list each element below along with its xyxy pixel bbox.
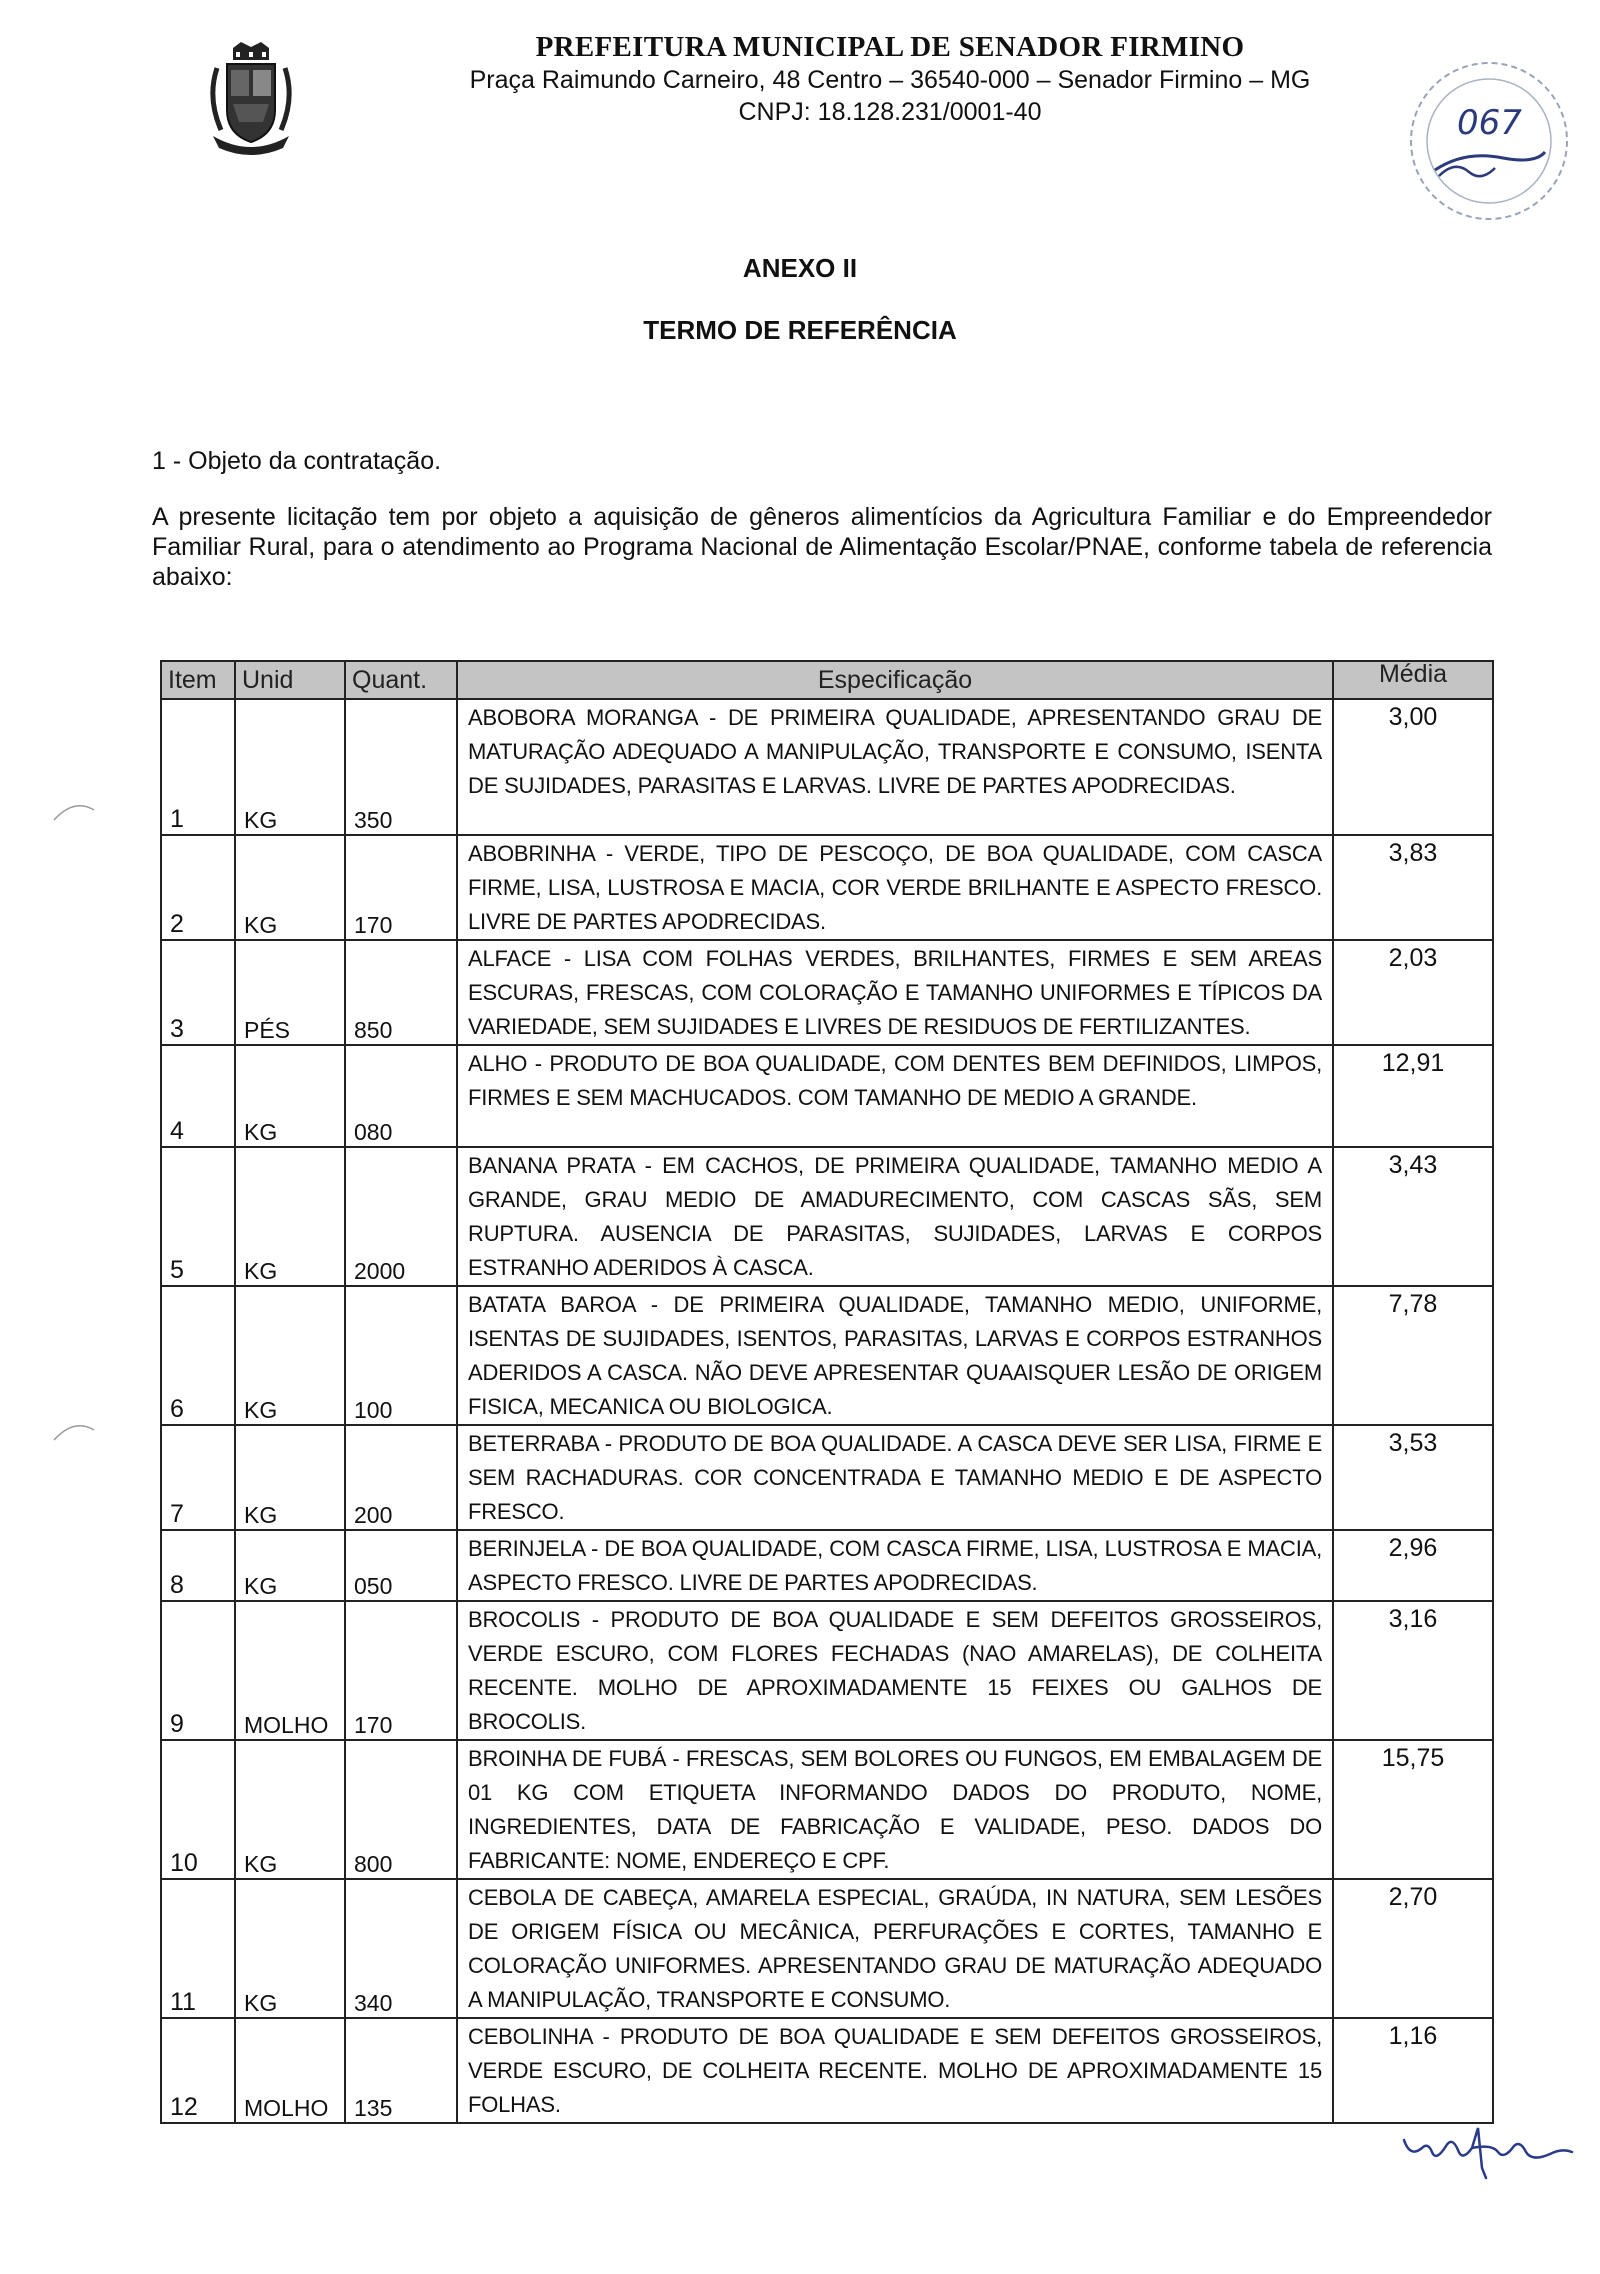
item-average-price: 15,75 [1333, 1740, 1493, 1879]
item-specification: BETERRABA - PRODUTO DE BOA QUALIDADE. A CASCA DEVE SER LISA, FIRME E SEM RACHADURAS. COR CONCENTRADA E TAMANHO MEDIO E DE ASPECTO FRESCO. [457, 1425, 1333, 1530]
table-row [161, 1286, 1493, 1425]
table-row [161, 1530, 1493, 1601]
table-row [161, 2018, 1493, 2123]
item-specification: BERINJELA - DE BOA QUALIDADE, COM CASCA FIRME, LISA, LUSTROSA E MACIA, ASPECTO FRESCO. LIVRE DE PARTES APODRECIDAS. [457, 1530, 1333, 1601]
table-row [161, 1425, 1493, 1530]
item-number: 10 [161, 1740, 235, 1879]
item-specification: ABOBORA MORANGA - DE PRIMEIRA QUALIDADE, APRESENTANDO GRAU DE MATURAÇÃO ADEQUADO A MANIPULAÇÃO, TRANSPORTE E CONSUMO, ISENTA DE SUJIDADES, PARASITAS E LARVAS. LIVRE DE PARTES APODRECIDAS. [457, 699, 1333, 835]
item-average-price: 7,78 [1333, 1286, 1493, 1425]
col-header-average: Média [1333, 661, 1493, 699]
item-number: 8 [161, 1530, 235, 1601]
item-quantity: 100 [345, 1286, 457, 1425]
item-unit: KG [235, 1740, 345, 1879]
item-quantity: 800 [345, 1740, 457, 1879]
item-unit: MOLHO [235, 2018, 345, 2123]
item-number: 4 [161, 1045, 235, 1147]
item-average-price: 12,91 [1333, 1045, 1493, 1147]
table-row [161, 1045, 1493, 1147]
item-unit: PÉS [235, 940, 345, 1045]
term-heading: TERMO DE REFERÊNCIA [643, 315, 957, 345]
item-specification: BROCOLIS - PRODUTO DE BOA QUALIDADE E SEM DEFEITOS GROSSEIROS, VERDE ESCURO, COM FLORES FECHADAS (NAO AMARELAS), DE COLHEITA RECENTE. MOLHO DE APROXIMADAMENTE 15 FEIXES OU GALHOS DE BROCOLIS. [457, 1601, 1333, 1740]
section-paragraph: A presente licitação tem por objeto a aquisição de gêneros alimentícios da Agricultura Familiar e do Empreendedor Familiar Rural, para o atendimento ao Programa Nacional de Alimentação Escolar/PNAE, conforme tabela de referencia abaixo: [152, 503, 1492, 591]
item-average-price: 2,96 [1333, 1530, 1493, 1601]
item-specification: ALHO - PRODUTO DE BOA QUALIDADE, COM DENTES BEM DEFINIDOS, LIMPOS, FIRMES E SEM MACHUCADOS. COM TAMANHO DE MEDIO A GRANDE. [457, 1045, 1333, 1147]
item-unit: KG [235, 699, 345, 835]
table-row [161, 699, 1493, 835]
letterhead [400, 30, 1380, 128]
item-specification: ALFACE - LISA COM FOLHAS VERDES, BRILHANTES, FIRMES E SEM AREAS ESCURAS, FRESCAS, COM COLORAÇÃO E TAMANHO UNIFORMES E TÍPICOS DA VARIEDADE, SEM SUJIDADES E LIVRES DE RESIDUOS DE FERTILIZANTES. [457, 940, 1333, 1045]
table-row [161, 835, 1493, 940]
item-average-price: 3,53 [1333, 1425, 1493, 1530]
item-average-price: 3,00 [1333, 699, 1493, 835]
municipality-title: PREFEITURA MUNICIPAL DE SENADOR FIRMINO [535, 31, 1245, 63]
item-quantity: 170 [345, 835, 457, 940]
item-number: 2 [161, 835, 235, 940]
reference-table [160, 660, 1494, 2124]
item-number: 9 [161, 1601, 235, 1740]
item-average-price: 2,03 [1333, 940, 1493, 1045]
col-header-specification: Especificação [457, 661, 1333, 699]
svg-text:067: 067 [1457, 103, 1522, 143]
item-quantity: 2000 [345, 1147, 457, 1286]
protocol-stamp-icon [1395, 52, 1583, 230]
table-row [161, 1147, 1493, 1286]
item-unit: KG [235, 1045, 345, 1147]
table-row [161, 1740, 1493, 1879]
item-quantity: 850 [345, 940, 457, 1045]
margin-mark-icon [52, 1418, 96, 1442]
item-unit: KG [235, 1425, 345, 1530]
item-unit: KG [235, 1879, 345, 2018]
margin-mark-icon [52, 798, 96, 822]
item-number: 3 [161, 940, 235, 1045]
item-unit: MOLHO [235, 1601, 345, 1740]
item-quantity: 350 [345, 699, 457, 835]
table-row [161, 940, 1493, 1045]
col-header-item: Item [161, 661, 235, 699]
signature-icon [1400, 2118, 1575, 2190]
table-row [161, 1879, 1493, 2018]
col-header-unit: Unid [235, 661, 345, 699]
item-quantity: 340 [345, 1879, 457, 2018]
item-specification: BANANA PRATA - EM CACHOS, DE PRIMEIRA QUALIDADE, TAMANHO MEDIO A GRANDE, GRAU MEDIO DE AMADURECIMENTO, COM CASCAS SÃS, SEM RUPTURA. AUSENCIA DE PARASITAS, SUJIDADES, LARVAS E CORPOS ESTRANHO ADERIDOS À CASCA. [457, 1147, 1333, 1286]
item-specification: BROINHA DE FUBÁ - FRESCAS, SEM BOLORES OU FUNGOS, EM EMBALAGEM DE 01 KG COM ETIQUETA INFORMANDO DADOS DO PRODUTO, NOME, INGREDIENTES, DATA DE FABRICAÇÃO E VALIDADE, PESO. DADOS DO FABRICANTE: NOME, ENDEREÇO E CPF. [457, 1740, 1333, 1879]
municipal-crest-icon [203, 38, 299, 158]
item-specification: CEBOLA DE CABEÇA, AMARELA ESPECIAL, GRAÚDA, IN NATURA, SEM LESÕES DE ORIGEM FÍSICA OU MECÂNICA, PERFURAÇÕES E CORTES, TAMANHO E COLORAÇÃO UNIFORMES. APRESENTANDO GRAU DE MATURAÇÃO ADEQUADO A MANIPULAÇÃO, TRANSPORTE E CONSUMO. [457, 1879, 1333, 2018]
municipality-cnpj: CNPJ: 18.128.231/0001-40 [738, 98, 1042, 126]
item-quantity: 050 [345, 1530, 457, 1601]
item-quantity: 135 [345, 2018, 457, 2123]
municipality-address: Praça Raimundo Carneiro, 48 Centro – 36540-000 – Senador Firmino – MG [469, 66, 1311, 94]
item-quantity: 080 [345, 1045, 457, 1147]
table-header-row [161, 661, 1493, 699]
item-specification: ABOBRINHA - VERDE, TIPO DE PESCOÇO, DE BOA QUALIDADE, COM CASCA FIRME, LISA, LUSTROSA E MACIA, COR VERDE BRILHANTE E ASPECTO FRESCO. LIVRE DE PARTES APODRECIDAS. [457, 835, 1333, 940]
item-quantity: 170 [345, 1601, 457, 1740]
table-row [161, 1601, 1493, 1740]
item-specification: BATATA BAROA - DE PRIMEIRA QUALIDADE, TAMANHO MEDIO, UNIFORME, ISENTAS DE SUJIDADES, ISENTOS, PARASITAS, LARVAS E CORPOS ESTRANHOS ADERIDOS A CASCA. NÃO DEVE APRESENTAR QUAAISQUER LESÃO DE ORIGEM FISICA, MECANICA OU BIOLOGICA. [457, 1286, 1333, 1425]
item-average-price: 2,70 [1333, 1879, 1493, 2018]
item-average-price: 3,43 [1333, 1147, 1493, 1286]
table-body [161, 699, 1493, 2123]
col-header-quantity: Quant. [345, 661, 457, 699]
item-quantity: 200 [345, 1425, 457, 1530]
item-average-price: 1,16 [1333, 2018, 1493, 2123]
item-unit: KG [235, 1286, 345, 1425]
item-number: 5 [161, 1147, 235, 1286]
section-title: 1 - Objeto da contratação. [152, 447, 442, 475]
item-number: 6 [161, 1286, 235, 1425]
item-unit: KG [235, 1147, 345, 1286]
item-average-price: 3,83 [1333, 835, 1493, 940]
item-number: 7 [161, 1425, 235, 1530]
item-number: 12 [161, 2018, 235, 2123]
annex-heading: ANEXO II [742, 253, 858, 283]
item-number: 1 [161, 699, 235, 835]
item-average-price: 3,16 [1333, 1601, 1493, 1740]
item-unit: KG [235, 1530, 345, 1601]
item-unit: KG [235, 835, 345, 940]
item-number: 11 [161, 1879, 235, 2018]
item-specification: CEBOLINHA - PRODUTO DE BOA QUALIDADE E SEM DEFEITOS GROSSEIROS, VERDE ESCURO, DE COLHEITA RECENTE. MOLHO DE APROXIMADAMENTE 15 FOLHAS. [457, 2018, 1333, 2123]
